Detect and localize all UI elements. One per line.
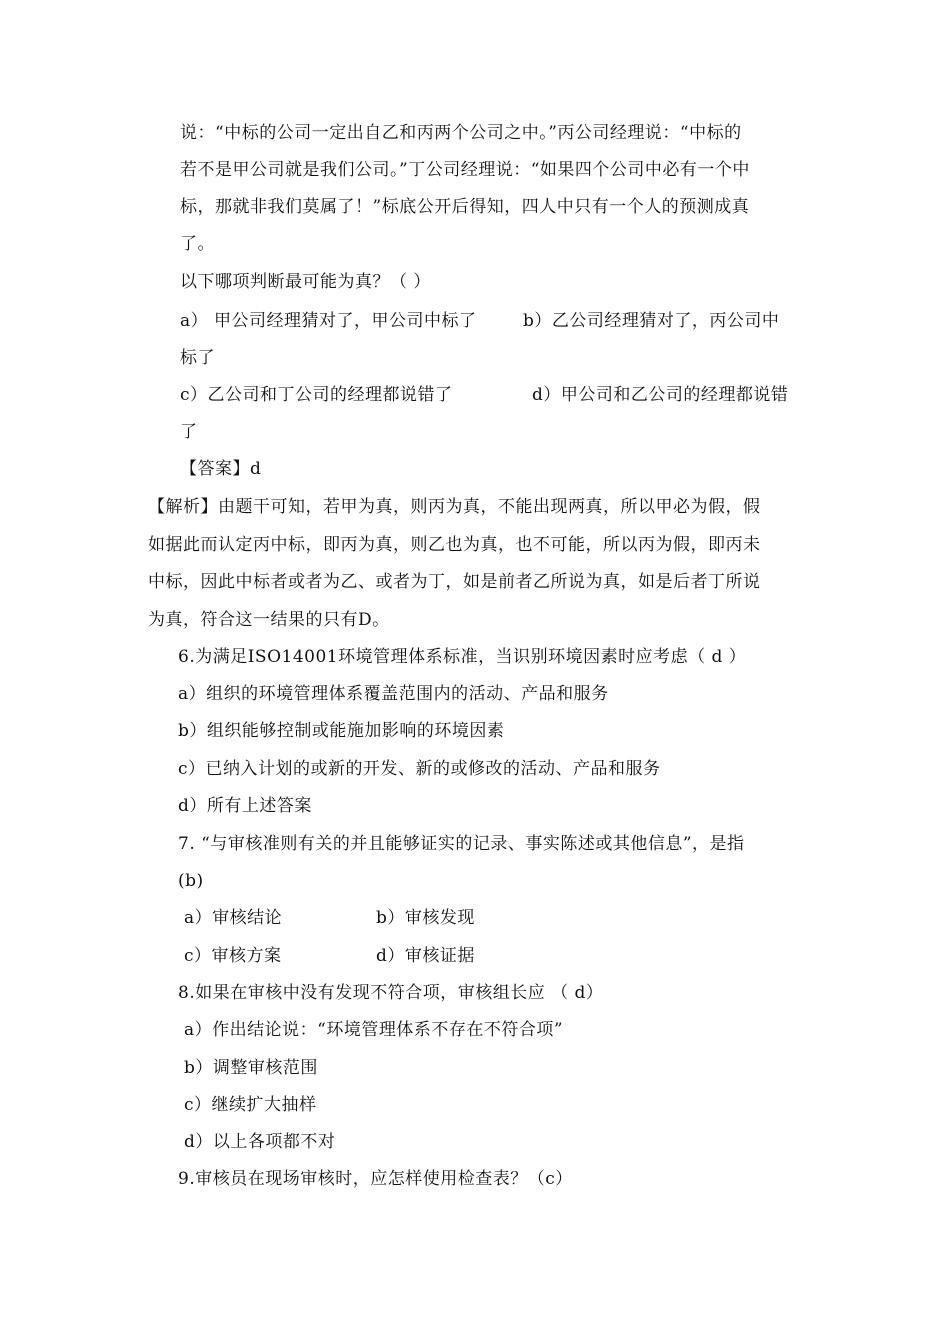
question-8-stem: 8.如果在审核中没有发现不符合项，审核组长应 （ d） bbox=[178, 983, 604, 1003]
question-text-line: 说：“中标的公司一定出自乙和丙两个公司之中。”丙公司经理说：“中标的 bbox=[180, 123, 742, 143]
question-prompt: 以下哪项判断最可能为真？（ ） bbox=[180, 272, 431, 292]
option-b: b）乙公司经理猜对了，丙公司中 bbox=[523, 311, 780, 331]
option-d: d）甲公司和乙公司的经理都说错 bbox=[532, 385, 789, 405]
option-d-wrap: 了 bbox=[180, 422, 198, 442]
question-9-stem: 9.审核员在现场审核时，应怎样使用检查表？（c） bbox=[178, 1169, 573, 1189]
question-6-option-a: a）组织的环境管理体系覆盖范围内的活动、产品和服务 bbox=[178, 684, 609, 704]
question-text-line: 了。 bbox=[180, 234, 215, 254]
answer-line: 【答案】d bbox=[180, 459, 262, 479]
analysis-line: 【解析】由题干可知，若甲为真，则丙为真，不能出现两真，所以甲必为假，假 bbox=[148, 497, 761, 517]
question-text-line: 标，那就非我们莫属了！”标底公开后得知，四人中只有一个人的预测成真 bbox=[180, 197, 750, 217]
question-7-option-d: d）审核证据 bbox=[376, 946, 475, 966]
question-8-option-c: c）继续扩大抽样 bbox=[184, 1095, 317, 1115]
question-7-option-c: c）审核方案 bbox=[184, 946, 282, 966]
option-a: a） 甲公司经理猜对了，甲公司中标了 bbox=[180, 311, 477, 331]
question-7-option-a: a）审核结论 bbox=[184, 908, 283, 928]
option-b-wrap: 标了 bbox=[180, 348, 215, 368]
question-6-option-c: c）已纳入计划的或新的开发、新的或修改的活动、产品和服务 bbox=[178, 759, 661, 779]
question-6-stem: 6.为满足ISO14001环境管理体系标准，当识别环境因素时应考虑（ d ） bbox=[178, 647, 747, 667]
analysis-line: 中标，因此中标者或者为乙、或者为丁，如是前者乙所说为真，如是后者丁所说 bbox=[148, 572, 761, 592]
analysis-line: 如据此而认定丙中标，即丙为真，则乙也为真，也不可能，所以丙为假，即丙未 bbox=[148, 535, 761, 555]
analysis-line: 为真，符合这一结果的只有D。 bbox=[148, 610, 390, 630]
question-6-option-d: d）所有上述答案 bbox=[178, 796, 312, 816]
question-text-line: 若不是甲公司就是我们公司。”丁公司经理说：“如果四个公司中必有一个中 bbox=[180, 160, 750, 180]
question-8-option-b: b）调整审核范围 bbox=[184, 1058, 318, 1078]
question-8-option-d: d）以上各项都不对 bbox=[184, 1132, 336, 1152]
question-7-stem: 7. “与审核准则有关的并且能够证实的记录、事实陈述或其他信息”，是指 bbox=[178, 834, 745, 854]
question-7-stem-wrap: (b) bbox=[178, 871, 204, 891]
question-7-option-b: b）审核发现 bbox=[376, 908, 475, 928]
option-c: c）乙公司和丁公司的经理都说错了 bbox=[180, 385, 453, 405]
question-6-option-b: b）组织能够控制或能施加影响的环境因素 bbox=[178, 721, 505, 741]
question-8-option-a: a）作出结论说：“环境管理体系不存在不符合项” bbox=[184, 1020, 564, 1040]
